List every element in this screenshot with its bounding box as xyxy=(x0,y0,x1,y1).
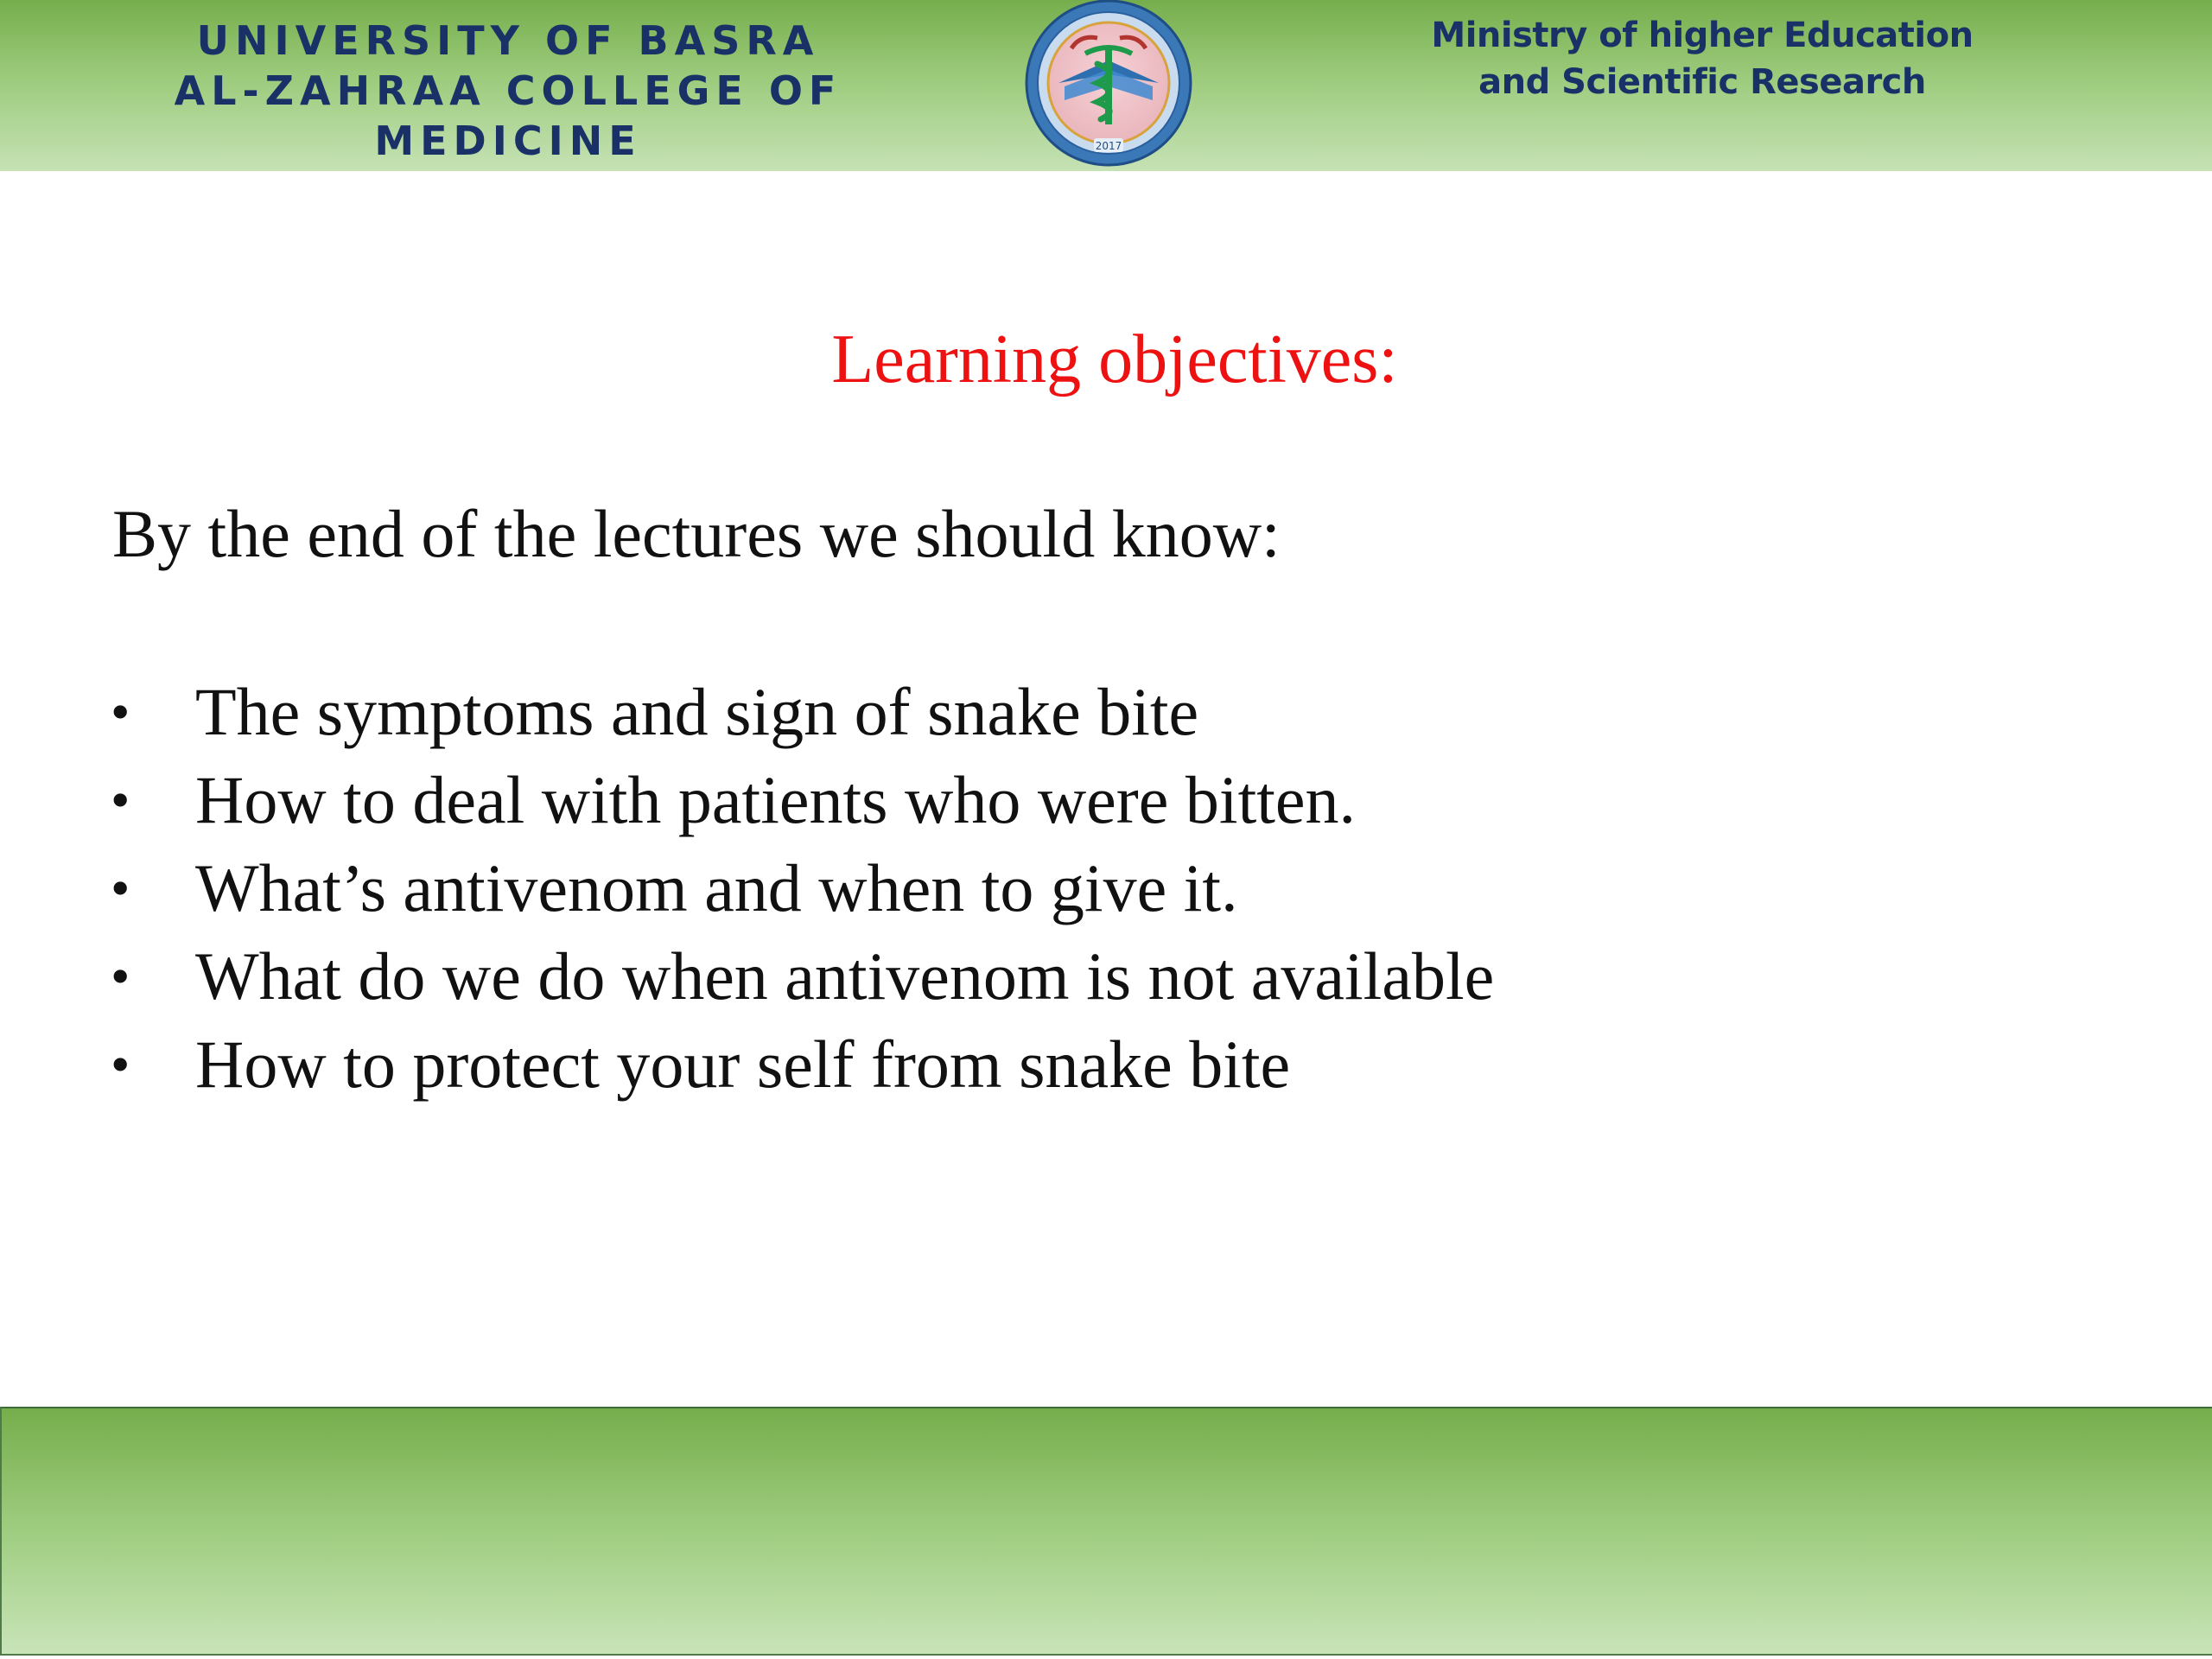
college-seal-icon xyxy=(1011,0,1206,169)
bullet-icon: • xyxy=(111,681,130,742)
bullet-icon: • xyxy=(111,945,130,1007)
objective-text: How to deal with patients who were bitten. xyxy=(195,762,1357,837)
slide-title: Learning objectives: xyxy=(831,321,1398,397)
header-banner xyxy=(0,0,2212,171)
footer-banner xyxy=(0,1407,2212,1656)
objective-text: How to protect your self from snake bite xyxy=(195,1027,1291,1102)
seal-year: 2017 xyxy=(1095,140,1122,152)
bullet-icon: • xyxy=(111,857,130,918)
slide-content xyxy=(0,171,2212,1407)
ministry-name xyxy=(1400,12,2005,105)
bullet-icon: • xyxy=(111,769,130,830)
bullet-icon: • xyxy=(111,1033,130,1095)
objective-text: What do we do when antivenom is not available xyxy=(195,938,1495,1014)
college-line: AL-ZAHRAA COLLEGE OF MEDICINE xyxy=(174,67,842,164)
objective-text: What’s antivenom and when to give it. xyxy=(195,850,1238,925)
intro-text: By the end of the lectures we should know: xyxy=(112,496,1281,571)
university-name xyxy=(59,16,957,166)
university-line-1: UNIVERSITY OF BASRA xyxy=(196,17,820,64)
ministry-line-1: Ministry of higher Education xyxy=(1431,16,1974,55)
ministry-line-2: and Scientific Research xyxy=(1478,62,1926,102)
objective-text: The symptoms and sign of snake bite xyxy=(195,674,1199,749)
